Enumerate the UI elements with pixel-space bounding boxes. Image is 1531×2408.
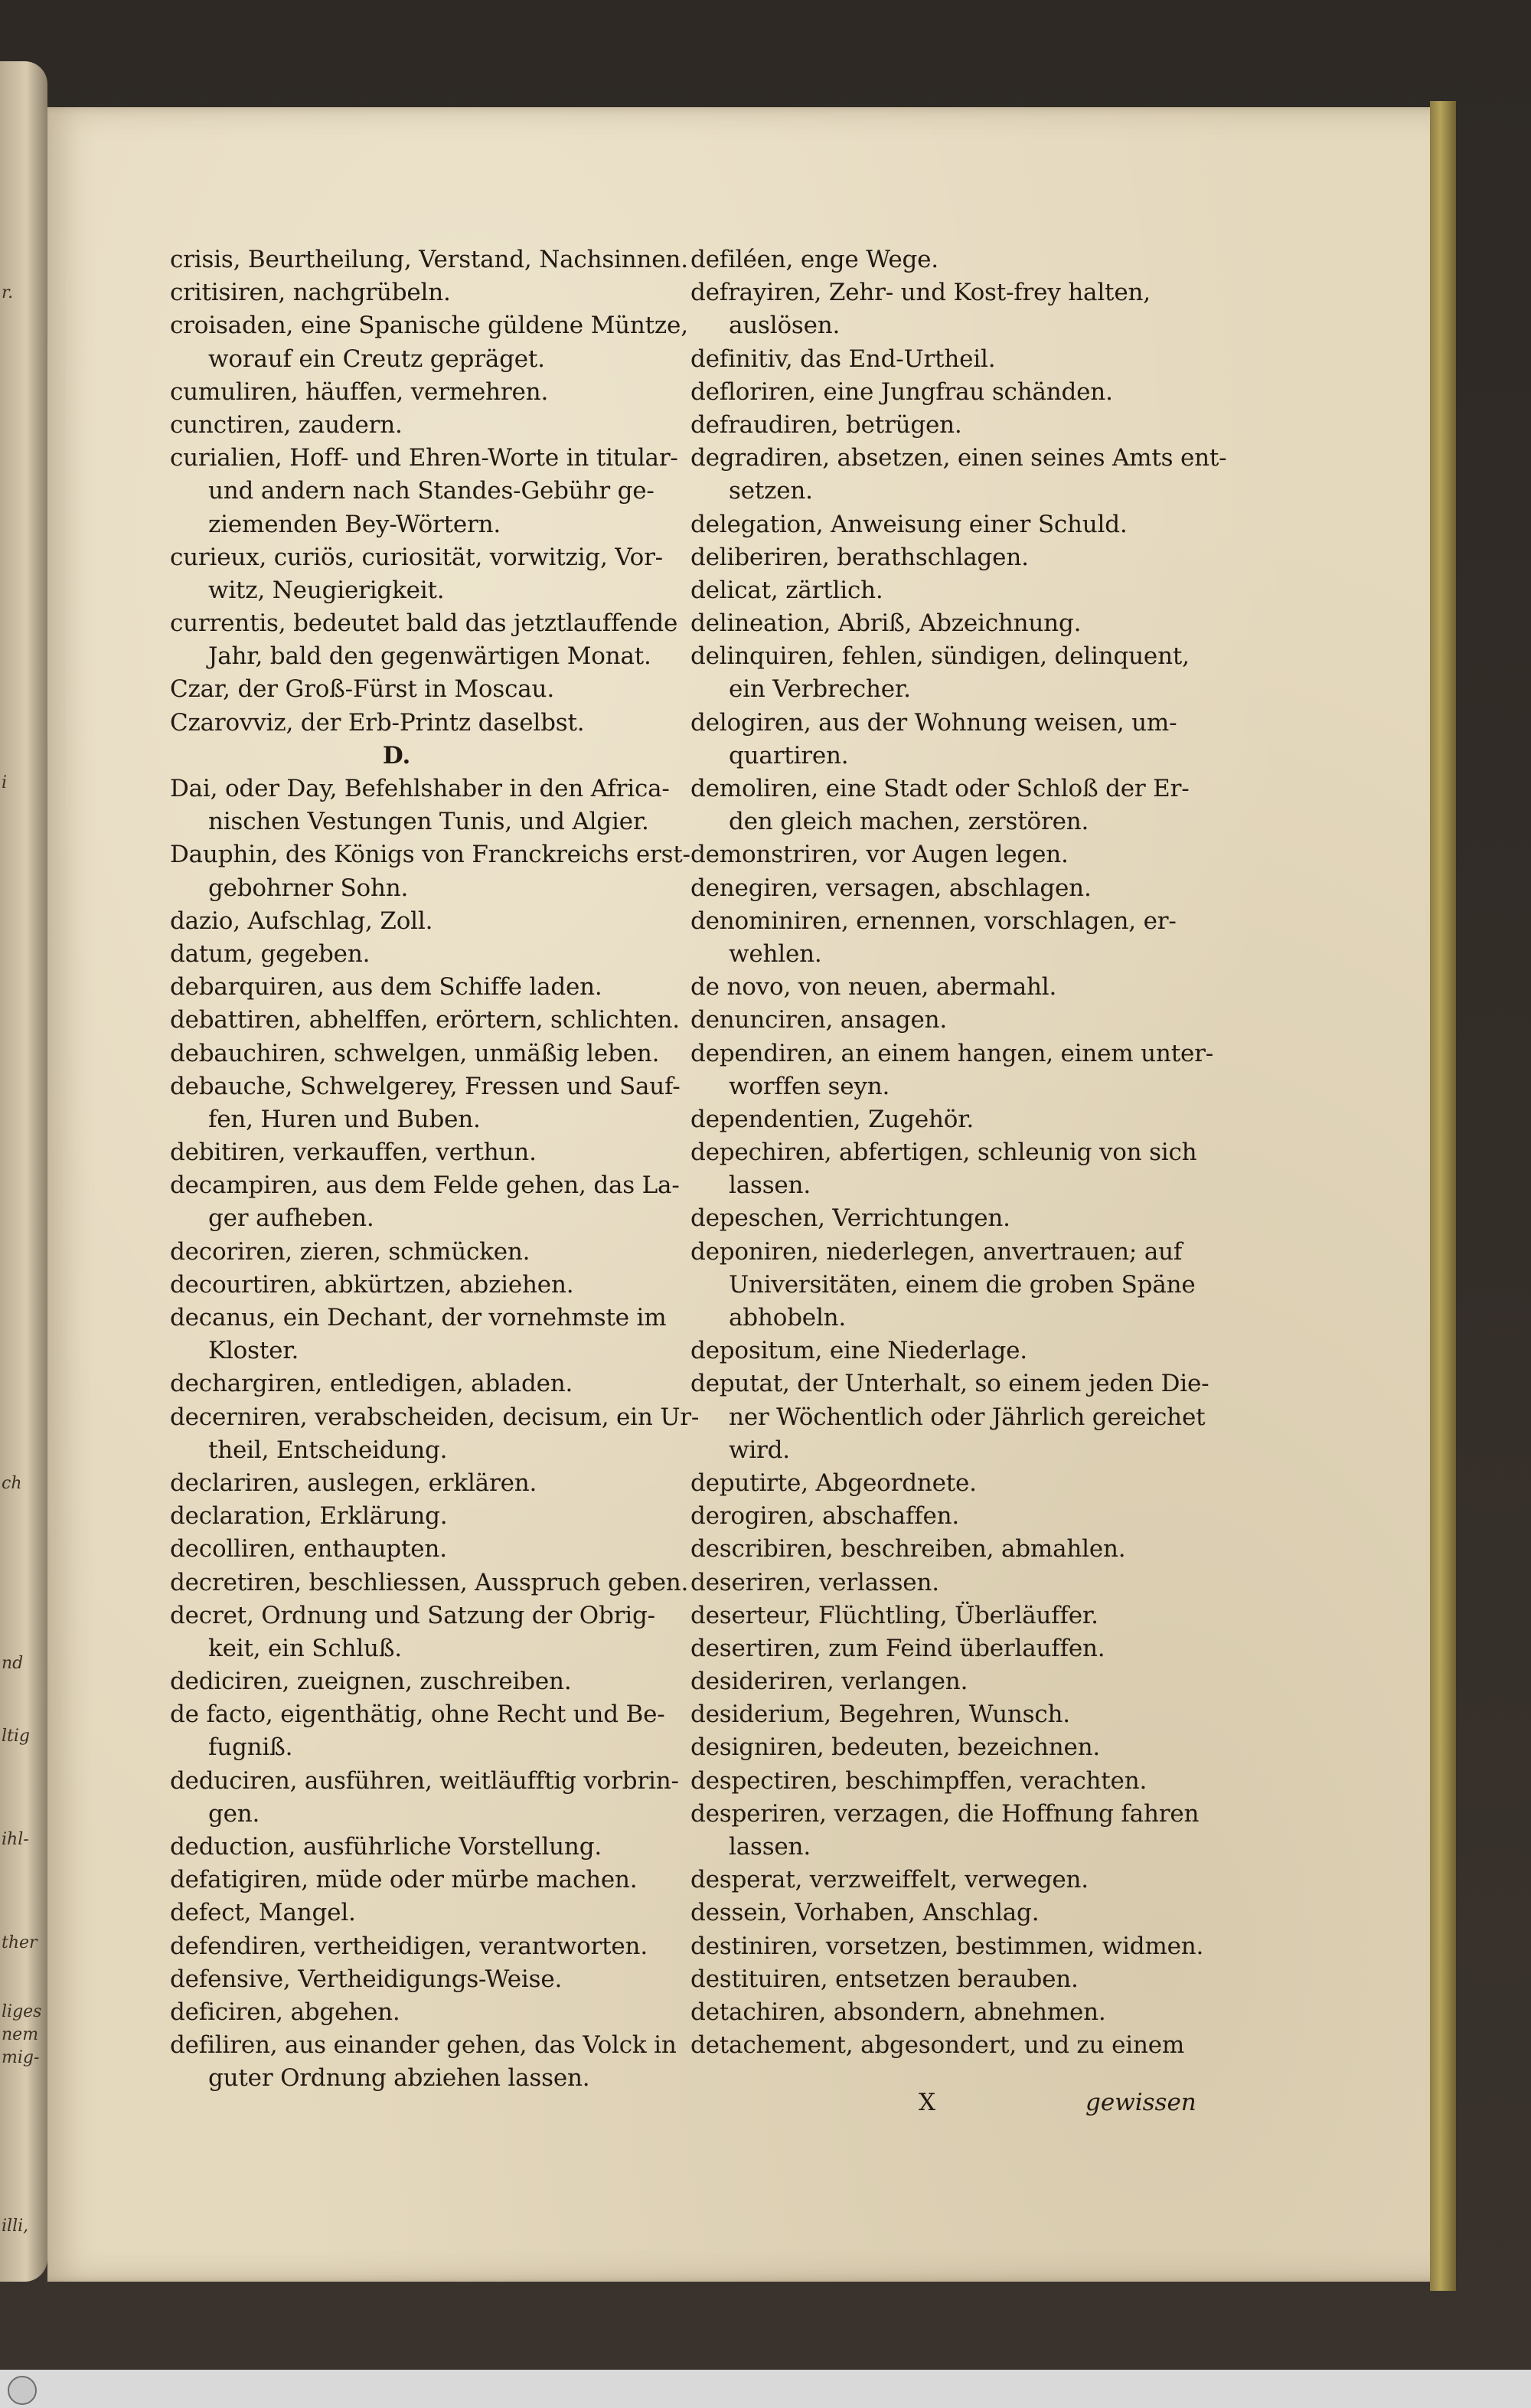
dictionary-line: deduction, ausführliche Vorstellung.	[170, 1833, 602, 1861]
right-binding-edge	[1430, 101, 1456, 2291]
dictionary-line: dazio, Aufschlag, Zoll.	[170, 907, 433, 935]
dictionary-line: decolliren, enthaupten.	[170, 1535, 447, 1563]
dictionary-line: nischen Vestungen Tunis, und Algier.	[208, 808, 649, 836]
dictionary-line: abhobeln.	[729, 1304, 847, 1331]
edge-fragment: i	[2, 773, 8, 792]
dictionary-line: desperat, verzweiffelt, verwegen.	[690, 1866, 1089, 1894]
edge-fragment: ltig	[2, 1727, 30, 1746]
dictionary-line: dechargiren, entledigen, abladen.	[170, 1370, 573, 1398]
dictionary-line: decoriren, zieren, schmücken.	[170, 1237, 530, 1266]
right-column	[690, 243, 1227, 2062]
dictionary-line: curialien, Hoff- und Ehren-Worte in titular-	[170, 444, 678, 472]
dictionary-line: auslösen.	[729, 312, 841, 340]
dictionary-line: gen.	[208, 1799, 260, 1828]
dictionary-line: debauchiren, schwelgen, unmäßig leben.	[170, 1039, 660, 1067]
dictionary-line: desertiren, zum Feind überlauffen.	[690, 1634, 1105, 1662]
dictionary-line: defect, Mangel.	[170, 1899, 356, 1927]
dictionary-line: decourtiren, abkürtzen, abziehen.	[170, 1270, 574, 1299]
dictionary-line: debarquiren, aus dem Schiffe laden.	[170, 973, 602, 1001]
dictionary-line: datum, gegeben.	[170, 939, 371, 968]
dictionary-line: Universitäten, einem die groben Späne	[729, 1270, 1196, 1299]
dictionary-line: de novo, von neuen, abermahl.	[690, 973, 1057, 1001]
dictionary-line: delinquiren, fehlen, sündigen, delinquent,	[690, 642, 1190, 671]
dictionary-line: theil, Entscheidung.	[208, 1436, 448, 1464]
dictionary-line: ziemenden Bey-Wörtern.	[208, 510, 501, 538]
dictionary-line: und andern nach Standes-Gebühr ge-	[208, 477, 655, 505]
dictionary-line: despectiren, beschimpffen, verachten.	[690, 1766, 1147, 1795]
dictionary-line: defatigiren, müde oder mürbe machen.	[170, 1866, 638, 1894]
dictionary-line: delicat, zärtlich.	[690, 576, 883, 604]
dictionary-line: quartiren.	[729, 741, 849, 769]
dictionary-line: defrayiren, Zehr- und Kost-frey halten,	[690, 279, 1151, 307]
dictionary-line: demonstriren, vor Augen legen.	[690, 841, 1069, 869]
dictionary-line: defiléen, enge Wege.	[690, 246, 939, 273]
dictionary-line: debitiren, verkauffen, verthun.	[170, 1139, 537, 1167]
dictionary-line: designiren, bedeuten, bezeichnen.	[690, 1733, 1101, 1762]
dictionary-line: decret, Ordnung und Satzung der Obrig-	[170, 1601, 655, 1629]
dictionary-line: derogiren, abschaffen.	[690, 1502, 960, 1531]
dictionary-line: desiderium, Begehren, Wunsch.	[690, 1701, 1070, 1729]
dictionary-line: currentis, bedeutet bald das jetztlauffende	[170, 609, 678, 638]
dictionary-line: destituiren, entsetzen berauben.	[690, 1965, 1079, 1993]
dictionary-line: setzen.	[729, 477, 813, 505]
dictionary-line: ein Verbrecher.	[729, 675, 911, 704]
dictionary-line: detachiren, absondern, abnehmen.	[690, 1998, 1106, 2026]
dictionary-line: Dauphin, des Königs von Franckreichs erst-	[170, 841, 690, 869]
dictionary-line: depositum, eine Niederlage.	[690, 1337, 1027, 1365]
dictionary-line: Jahr, bald den gegenwärtigen Monat.	[208, 642, 651, 671]
dictionary-line: degradiren, absetzen, einen seines Amts ent-	[690, 444, 1227, 472]
dictionary-line: curieux, curiös, curiosität, vorwitzig, Vor-	[170, 543, 663, 571]
dictionary-line: decampiren, aus dem Felde gehen, das La-	[170, 1171, 680, 1200]
dictionary-line: depechiren, abfertigen, schleunig von sich	[690, 1139, 1197, 1167]
dictionary-line: debauche, Schwelgerey, Fressen und Sauf-	[170, 1072, 681, 1100]
dictionary-line: wird.	[729, 1436, 790, 1464]
dictionary-line: dediciren, zueignen, zuschreiben.	[170, 1668, 572, 1696]
dictionary-line: definitiv, das End-Urtheil.	[690, 345, 996, 373]
dictionary-line: decanus, ein Dechant, der vornehmste im	[170, 1304, 667, 1331]
section-letter-heading: D.	[382, 741, 411, 769]
dictionary-line: cunctiren, zaudern.	[170, 410, 403, 439]
dictionary-line: keit, ein Schluß.	[208, 1634, 402, 1662]
dictionary-line: denominiren, ernennen, vorschlagen, er-	[690, 907, 1177, 935]
dictionary-line: fugniß.	[208, 1733, 293, 1762]
dictionary-line: desideriren, verlangen.	[690, 1668, 968, 1696]
dictionary-line: dependentien, Zugehör.	[690, 1105, 974, 1133]
dictionary-line: denegiren, versagen, abschlagen.	[690, 874, 1092, 902]
dictionary-line: describiren, beschreiben, abmahlen.	[690, 1535, 1126, 1563]
dictionary-line: deseriren, verlassen.	[690, 1568, 939, 1596]
dictionary-line: Czarovviz, der Erb-Printz daselbst.	[170, 708, 585, 737]
edge-fragment: nd	[2, 1654, 24, 1673]
dictionary-line: de facto, eigenthätig, ohne Recht und Be-	[170, 1701, 665, 1729]
dictionary-line: defendiren, vertheidigen, verantworten.	[170, 1932, 648, 1960]
dictionary-line: dependiren, an einem hangen, einem unter-	[690, 1039, 1213, 1067]
library-logo-icon	[8, 2376, 37, 2405]
dictionary-line: crisis, Beurtheilung, Verstand, Nachsinnen.	[170, 246, 688, 273]
dictionary-line: lassen.	[729, 1833, 811, 1861]
dictionary-line: lassen.	[729, 1171, 811, 1200]
dictionary-line: decerniren, verabscheiden, decisum, ein Ur-	[170, 1403, 700, 1431]
dictionary-line: croisaden, eine Spanische güldene Müntze,	[170, 312, 688, 340]
dictionary-line: den gleich machen, zerstören.	[729, 808, 1089, 836]
dictionary-line: ger aufheben.	[208, 1204, 374, 1233]
dictionary-line: wehlen.	[729, 939, 822, 968]
dictionary-line: depeschen, Verrichtungen.	[690, 1204, 1010, 1233]
edge-fragment: mig-	[2, 2048, 40, 2067]
dictionary-line: delogiren, aus der Wohnung weisen, um-	[690, 708, 1177, 737]
dictionary-line: deputirte, Abgeordnete.	[690, 1469, 977, 1497]
dictionary-line: deserteur, Flüchtling, Überläuffer.	[690, 1601, 1098, 1629]
dictionary-line: deputat, der Unterhalt, so einem jeden Die-	[690, 1370, 1209, 1398]
dictionary-line: witz, Neugierigkeit.	[208, 576, 445, 604]
dictionary-line: desperiren, verzagen, die Hoffnung fahren	[690, 1799, 1200, 1828]
dictionary-line: Czar, der Groß-Fürst in Moscau.	[170, 675, 554, 704]
dictionary-line: deficiren, abgehen.	[170, 1998, 400, 2026]
dictionary-line: dessein, Vorhaben, Anschlag.	[690, 1899, 1040, 1927]
dictionary-line: deduciren, ausführen, weitläufftig vorbrin-	[170, 1766, 679, 1795]
catchword: gewissen	[1085, 2089, 1196, 2116]
dictionary-line: Kloster.	[208, 1337, 299, 1365]
dictionary-line: worauf ein Creutz gepräget.	[208, 345, 545, 373]
footer-bar	[0, 2370, 1531, 2408]
dictionary-line: guter Ordnung abziehen lassen.	[208, 2064, 590, 2093]
dictionary-line: ner Wöchentlich oder Jährlich gereichet	[729, 1403, 1206, 1431]
edge-fragment: nem	[2, 2025, 39, 2044]
dictionary-line: worffen seyn.	[729, 1072, 890, 1100]
edge-fragment: illi,	[2, 2217, 29, 2236]
dictionary-line: decretiren, beschliessen, Ausspruch geben.	[170, 1568, 689, 1596]
dictionary-line: fen, Huren und Buben.	[208, 1105, 481, 1133]
dictionary-line: defloriren, eine Jungfrau schänden.	[690, 377, 1113, 406]
dictionary-line: deliberiren, berathschlagen.	[690, 543, 1029, 571]
edge-fragment: ihl-	[2, 1830, 29, 1849]
dictionary-line: Dai, oder Day, Befehlshaber in den Africa-	[170, 775, 670, 802]
dictionary-line: critisiren, nachgrübeln.	[170, 279, 451, 307]
dictionary-line: defiliren, aus einander gehen, das Volck in	[170, 2031, 677, 2060]
edge-fragment: r.	[2, 283, 14, 302]
dictionary-line: cumuliren, häuffen, vermehren.	[170, 377, 549, 406]
dictionary-line: demoliren, eine Stadt oder Schloß der Er-	[690, 775, 1190, 802]
dictionary-line: declariren, auslegen, erklären.	[170, 1469, 537, 1497]
dictionary-line: delineation, Abriß, Abzeichnung.	[690, 609, 1082, 638]
dictionary-line: defraudiren, betrügen.	[690, 410, 962, 439]
dictionary-line: debattiren, abhelffen, erörtern, schlichten.	[170, 1006, 680, 1034]
edge-fragment: ther	[2, 1933, 38, 1952]
left-column	[170, 243, 700, 2096]
edge-fragment: ch	[2, 1474, 22, 1493]
dictionary-line: delegation, Anweisung einer Schuld.	[690, 510, 1128, 538]
left-page-edge	[0, 61, 47, 2282]
dictionary-line: deponiren, niederlegen, anvertrauen; auf	[690, 1237, 1183, 1266]
dictionary-line: gebohrner Sohn.	[208, 874, 409, 902]
dictionary-line: denunciren, ansagen.	[690, 1006, 948, 1034]
dictionary-line: defensive, Vertheidigungs-Weise.	[170, 1965, 563, 1993]
signature-mark: X	[919, 2089, 936, 2116]
dictionary-line: declaration, Erklärung.	[170, 1502, 448, 1531]
dictionary-line: destiniren, vorsetzen, bestimmen, widmen.	[690, 1932, 1204, 1960]
dictionary-line: detachement, abgesondert, und zu einem	[690, 2031, 1185, 2060]
edge-fragment: liges	[2, 2002, 42, 2021]
